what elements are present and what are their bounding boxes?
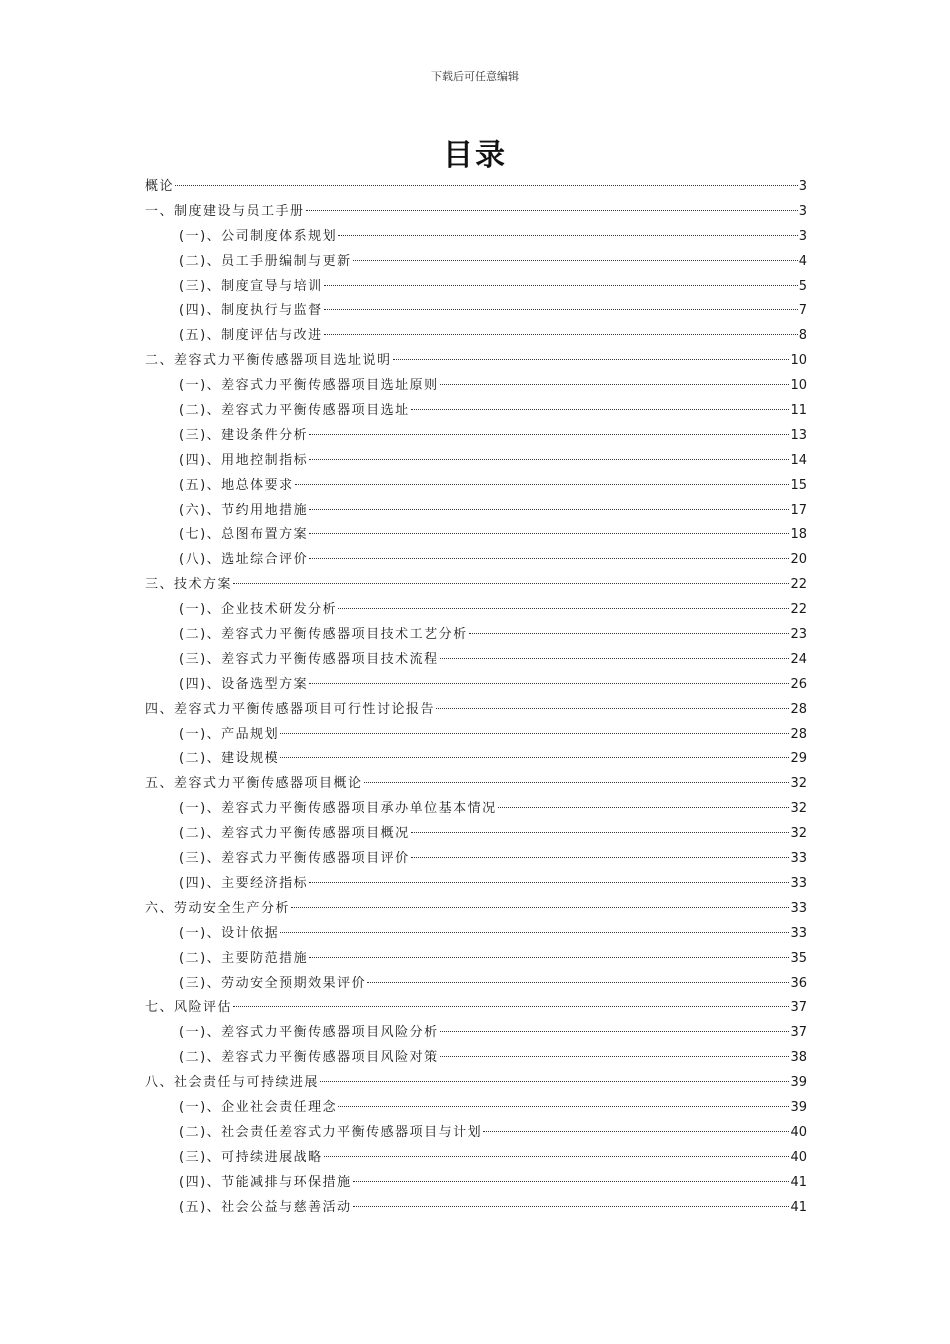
toc-entry-page: 29 [790,751,807,767]
toc-entry-page: 39 [790,1099,807,1115]
toc-entry[interactable] [145,1046,807,1071]
toc-entry[interactable] [145,523,807,548]
toc-entry-title: (二)、员工手册编制与更新 [179,253,352,269]
toc-dot-leader [440,383,790,385]
toc-entry-page: 38 [790,1050,807,1066]
toc-entry-page: 10 [790,353,807,369]
toc-entry[interactable] [145,1196,807,1221]
toc-dot-leader [469,632,790,634]
toc-entry-page: 22 [790,577,807,593]
toc-entry[interactable] [145,797,807,822]
toc-entry-page: 22 [790,602,807,618]
toc-entry-title: (二)、差容式力平衡传感器项目风险对策 [179,1050,439,1066]
toc-entry[interactable] [145,349,807,374]
toc-entry-title: 一、制度建设与员工手册 [145,203,305,219]
toc-dot-leader [440,1055,790,1057]
toc-entry[interactable] [145,548,807,573]
toc-dot-leader [338,1105,789,1107]
toc-dot-leader [309,956,789,958]
toc-entry-page: 40 [790,1124,807,1140]
toc-entry-page: 5 [798,278,807,294]
toc-entry[interactable] [145,847,807,872]
toc-dot-leader [324,308,798,310]
toc-entry-title: (四)、用地控制指标 [179,452,309,468]
toc-dot-leader [306,209,798,211]
toc-entry[interactable] [145,399,807,424]
toc-entry[interactable] [145,1096,807,1121]
toc-dot-leader [295,483,790,485]
toc-entry-page: 32 [790,826,807,842]
toc-entry-page: 11 [790,403,807,419]
toc-dot-leader [364,781,790,783]
toc-entry-title: (二)、主要防范措施 [179,950,309,966]
toc-entry-page: 36 [790,975,807,991]
toc-entry-page: 33 [790,875,807,891]
toc-entry-page: 10 [790,378,807,394]
toc-entry[interactable] [145,324,807,349]
toc-entry[interactable] [145,598,807,623]
toc-dot-leader [309,433,789,435]
toc-entry[interactable] [145,822,807,847]
toc-entry-page: 26 [790,676,807,692]
toc-entry-title: (一)、公司制度体系规划 [179,228,338,244]
toc-entry-title: (七)、总图布置方案 [179,527,309,543]
toc-dot-leader [411,831,790,833]
toc-dot-leader [436,707,789,709]
page-title: 目录 [443,138,507,173]
toc-entry-title: (二)、差容式力平衡传感器项目选址 [179,403,410,419]
toc-entry-page: 20 [790,552,807,568]
toc-entry[interactable] [145,374,807,399]
toc-entry[interactable] [145,673,807,698]
toc-entry[interactable] [145,250,807,275]
toc-entry-page: 13 [790,427,807,443]
toc-entry[interactable] [145,648,807,673]
toc-dot-leader [280,732,789,734]
toc-entry-title: 三、技术方案 [145,577,233,593]
toc-dot-leader [353,259,798,261]
toc-dot-leader [498,806,790,808]
toc-entry-title: (三)、差容式力平衡传感器项目评价 [179,851,410,867]
toc-entry[interactable] [145,1071,807,1096]
toc-entry-title: (四)、设备选型方案 [179,676,309,692]
toc-entry[interactable] [145,1171,807,1196]
toc-entry[interactable] [145,499,807,524]
toc-entry[interactable] [145,573,807,598]
toc-dot-leader [233,1005,789,1007]
toc-entry-title: (二)、差容式力平衡传感器项目技术工艺分析 [179,627,468,643]
toc-entry-title: (八)、选址综合评价 [179,552,309,568]
toc-entry-title: 六、劳动安全生产分析 [145,900,291,916]
table-of-contents [145,175,807,1220]
toc-dot-leader [338,607,789,609]
toc-entry-title: (五)、社会公益与慈善活动 [179,1199,352,1215]
page-header: 下载后可任意编辑 [431,70,519,83]
toc-entry[interactable] [145,299,807,324]
toc-entry-title: 七、风险评估 [145,1000,233,1016]
toc-entry-title: (一)、差容式力平衡传感器项目承办单位基本情况 [179,801,497,817]
toc-entry-page: 32 [790,776,807,792]
toc-entry[interactable] [145,723,807,748]
toc-dot-leader [309,458,789,460]
toc-entry-title: 概论 [145,179,175,194]
toc-dot-leader [393,358,790,360]
toc-entry-title: 五、差容式力平衡传感器项目概论 [145,776,363,792]
toc-entry-page: 35 [790,950,807,966]
toc-dot-leader [309,532,789,534]
toc-entry-title: (四)、制度执行与监督 [179,303,323,319]
toc-entry-title: (四)、节能减排与环保措施 [179,1174,352,1190]
toc-dot-leader [324,284,798,286]
toc-entry-page: 41 [790,1174,807,1190]
toc-entry-page: 33 [790,851,807,867]
toc-entry-title: (六)、节约用地措施 [179,502,309,518]
toc-dot-leader [233,582,789,584]
toc-entry-page: 3 [798,179,807,194]
toc-entry-title: (一)、产品规划 [179,726,280,742]
toc-entry-title: (三)、制度宣导与培训 [179,278,323,294]
toc-entry-title: (三)、建设条件分析 [179,427,309,443]
toc-entry-page: 40 [790,1149,807,1165]
toc-dot-leader [411,856,790,858]
toc-entry[interactable] [145,1121,807,1146]
toc-entry-title: 四、差容式力平衡传感器项目可行性讨论报告 [145,701,436,717]
toc-entry[interactable] [145,897,807,922]
toc-entry[interactable] [145,175,807,200]
toc-entry-page: 4 [798,253,807,269]
toc-entry-page: 33 [790,925,807,941]
toc-dot-leader [353,1180,790,1182]
toc-entry[interactable] [145,200,807,225]
toc-entry[interactable] [145,922,807,947]
toc-entry-page: 33 [790,900,807,916]
toc-dot-leader [483,1130,789,1132]
toc-entry[interactable] [145,424,807,449]
toc-dot-leader [353,1205,790,1207]
toc-entry[interactable] [145,747,807,772]
toc-dot-leader [338,234,798,236]
toc-dot-leader [324,1155,790,1157]
toc-entry-page: 28 [790,701,807,717]
toc-entry-page: 39 [790,1075,807,1091]
toc-entry[interactable] [145,772,807,797]
toc-entry[interactable] [145,698,807,723]
toc-entry-page: 24 [790,651,807,667]
toc-dot-leader [175,184,798,186]
toc-entry[interactable] [145,275,807,300]
toc-entry-title: (三)、劳动安全预期效果评价 [179,975,367,991]
toc-entry-title: (一)、企业社会责任理念 [179,1099,338,1115]
toc-entry[interactable] [145,623,807,648]
toc-entry-title: (一)、企业技术研发分析 [179,602,338,618]
toc-entry-page: 32 [790,801,807,817]
toc-entry[interactable] [145,1021,807,1046]
toc-entry-page: 41 [790,1199,807,1215]
toc-entry-title: (一)、差容式力平衡传感器项目选址原则 [179,378,439,394]
toc-entry-page: 7 [798,303,807,319]
toc-entry-page: 17 [790,502,807,518]
toc-entry[interactable] [145,872,807,897]
toc-entry[interactable] [145,1146,807,1171]
toc-entry[interactable] [145,996,807,1021]
toc-entry-title: 八、社会责任与可持续进展 [145,1075,320,1091]
toc-dot-leader [367,981,789,983]
toc-entry[interactable] [145,474,807,499]
toc-dot-leader [291,906,789,908]
toc-entry-title: (一)、设计依据 [179,925,280,941]
toc-entry-title: (二)、差容式力平衡传感器项目概况 [179,826,410,842]
toc-entry[interactable] [145,225,807,250]
toc-entry-page: 8 [798,328,807,344]
toc-entry[interactable] [145,972,807,997]
toc-dot-leader [411,408,790,410]
toc-entry-title: (二)、建设规模 [179,751,280,767]
toc-entry-page: 3 [798,228,807,244]
toc-dot-leader [440,1030,790,1032]
toc-entry-title: 二、差容式力平衡传感器项目选址说明 [145,353,392,369]
toc-entry-page: 23 [790,627,807,643]
toc-entry-title: (五)、地总体要求 [179,477,294,493]
toc-dot-leader [320,1080,789,1082]
toc-entry-page: 3 [798,203,807,219]
toc-entry-title: (四)、主要经济指标 [179,875,309,891]
toc-entry-page: 18 [790,527,807,543]
toc-entry-page: 15 [790,477,807,493]
toc-entry-title: (五)、制度评估与改进 [179,328,323,344]
toc-entry-page: 37 [790,1025,807,1041]
toc-dot-leader [280,931,789,933]
toc-entry-title: (一)、差容式力平衡传感器项目风险分析 [179,1025,439,1041]
toc-entry-page: 37 [790,1000,807,1016]
toc-entry-title: (三)、差容式力平衡传感器项目技术流程 [179,651,439,667]
toc-entry[interactable] [145,947,807,972]
toc-dot-leader [309,508,789,510]
toc-entry-title: (二)、社会责任差容式力平衡传感器项目与计划 [179,1124,483,1140]
toc-entry-page: 14 [790,452,807,468]
toc-dot-leader [309,557,789,559]
toc-dot-leader [324,333,798,335]
toc-entry-title: (三)、可持续进展战略 [179,1149,323,1165]
toc-entry[interactable] [145,449,807,474]
toc-entry-page: 28 [790,726,807,742]
toc-dot-leader [309,682,789,684]
toc-dot-leader [309,881,789,883]
toc-dot-leader [280,756,789,758]
toc-dot-leader [440,657,790,659]
